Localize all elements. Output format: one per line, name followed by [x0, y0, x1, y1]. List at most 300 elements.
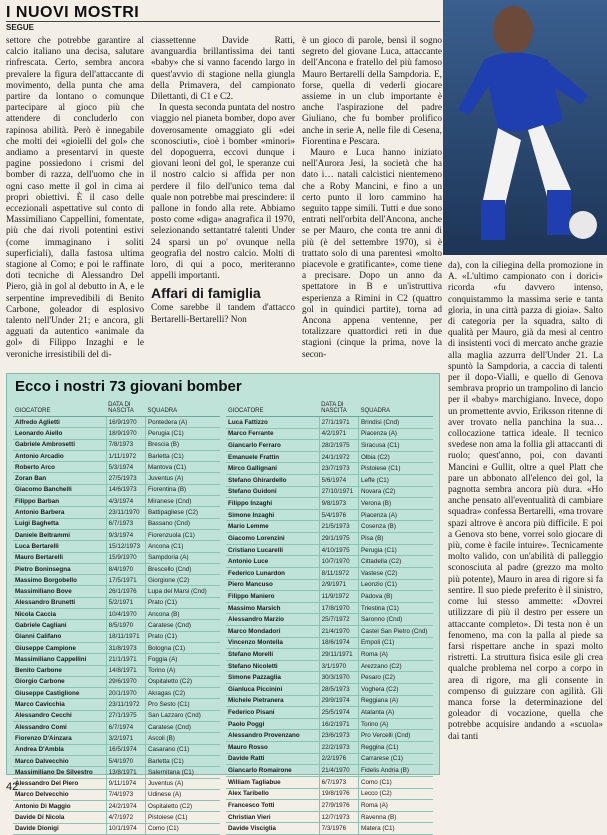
team-cell: Empoli (C1) [358, 637, 433, 649]
birth-date-cell: 28/2/1975 [319, 440, 358, 452]
birth-date-cell: 2/9/1971 [319, 579, 358, 591]
table-row [13, 552, 220, 563]
birth-date-cell: 14/6/1973 [106, 484, 145, 495]
player-name-cell: Daniele Beltrammi [13, 529, 106, 540]
player-name-cell: Paolo Poggi [226, 718, 319, 730]
birth-date-cell: 29/9/1974 [319, 695, 358, 707]
table-row [226, 800, 433, 812]
team-cell: Fiorentina (B) [145, 484, 220, 495]
table-row [13, 789, 220, 800]
player-name-cell: Davide Dionigi [13, 823, 106, 834]
player-name-cell: Massimiliano Cappellini [13, 654, 106, 665]
player-name-cell: Marco Cavicchia [13, 699, 106, 710]
table-row [13, 473, 220, 484]
article-paragraph: da), con la ciliegina della promozione in A. «L'ultimo campionato con i dorici» ricorda «fu davvero intenso, conquistammo la massima serie e tanta gloria, in una città pazza di gioia». Salto di categoria per la squadra, salto di qualità per Mauro, già da mesi al centro di insistenti voci di mercato anche grazie alla maglia azzurra dell'Under 21. La spuntò la Sampdoria, a caccia di talenti per il dopo-Vialli, e quello di Genova sembrava proprio un trampolino di lancio per il «baby» marchigiano. Invece, dopo un promettente avvio, Eriksson ritenne di aver trovato nella panchina la sua… collocazione tattica ideale. Il tecnico svedese non ama la follia gli attaccanti di ruolo; quest'anno, poi, con davanti Mancini e Gullit, oltre a quel Platt che pare un abbonato all'elenco dei gol, la pagnotta sembra ancora più dura. «Ho anche pensato all'eventualità di cambiare squadra» confessa Bertarelli, «ma trovare spazi altrove è ancora più difficile. E poi a Genova sto bene, vorrei solo giocare di più, come è facile intuire». Tecnicamente molto valido, con un'abilità di palleggio sconosciuta al padre (grezzo ma molto più potente), Mauro in area di rigore si fa sentire. Il suo piede preferito è il sinistro, come lui stesso ammette: «Dovrei utilizzare di più il destro per essere un attaccante completo». Di testa non è un fenomeno, ma con la palla al piede sa farsi rispettare anche in spazi molto ristretti. La struttura fisica esile gli crea qualche problema nel corpo a corpo in area di rigore, ma gli consente in compenso di guizzare con agilità. Gli manca forse la determinazione del goleador di vocazione, quella che potrebbe acquisire andando a «scuola» dai tanti [448, 261, 603, 742]
team-cell: Juventus (A) [145, 473, 220, 484]
player-name-cell: Filippo Inzaghi [226, 498, 319, 510]
team-cell: Fiorenzuola (C1) [145, 529, 220, 540]
table-row [226, 486, 433, 498]
table-row [226, 567, 433, 579]
player-name-cell: Giorgio Carbone [13, 676, 106, 687]
player-name-cell: Stefano Guidoni [226, 486, 319, 498]
team-cell: Atalanta (A) [358, 707, 433, 719]
player-name-cell: Francesco Totti [226, 800, 319, 812]
team-cell: Caratese (Cnd) [145, 620, 220, 631]
birth-date-cell: 6/7/1973 [319, 776, 358, 788]
team-cell: Salernitana (C1) [145, 767, 220, 778]
table-row [13, 801, 220, 812]
birth-date-cell: 15/12/1973 [106, 541, 145, 552]
player-name-cell: Alessandro Brunetti [13, 597, 106, 608]
column-header-date: DATA DI NASCITA [106, 400, 145, 417]
team-cell: Barletta (C1) [145, 450, 220, 461]
table-row [13, 699, 220, 710]
team-cell: Brindisi (Cnd) [358, 417, 433, 429]
table-row [226, 649, 433, 661]
article-paragraph: settore che potrebbe garantire al calcio italiano una decisa, salutare rinfrescata. Certo, sembra ancora prevalere la figura dell'attaccante di movimento, della punta che ama partire da lontano o comunque partecipare al gioco più che attendere di concluderlo con rapinosa abilità. Però è innegabile che molti dei «gioielli del gol» che andiamo a presentarvi in queste pagine possiedono i crismi del bomber di razza, dell'uomo che in ogni caso mette il gol in cima ai propri obiettivi. È il caso delle eccezionali aspettative sul conto di Massimiliano Cappellini, fomentate, più che dai rivoli potentini estivi (come immaginano i soliti superficiali), dalla fastosa ultima stagione al Como; e poi le raffinate doti tecniche di Alessandro Del Piero, già in gol al debutto in A, e le serpentine imprevedibili di Benito Carbone, goleador di esplosivo talento nell'Under 21; e ancora, gli agguati da autentico «animale da gol» di Filippo Inzaghi e le veroniche irresistibili del di- [6, 36, 144, 360]
team-cell: Ospitaletto (C2) [145, 801, 220, 812]
player-name-cell: Christian Vieri [226, 811, 319, 823]
team-cell: Pro Sesto (C1) [145, 699, 220, 710]
birth-date-cell: 7/8/1973 [106, 439, 145, 450]
table-row [226, 672, 433, 684]
player-name-cell: Fiorenzo D'Ainzara [13, 733, 106, 744]
birth-date-cell: 27/5/1973 [106, 473, 145, 484]
team-cell: San Lazzaro (Cnd) [145, 710, 220, 721]
birth-date-cell: 23/6/1973 [319, 730, 358, 742]
player-name-cell: Marco Delvecchio [13, 789, 106, 800]
team-cell: Pisa (B) [358, 533, 433, 545]
birth-date-cell: 17/5/1971 [106, 575, 145, 586]
table-row [226, 544, 433, 556]
team-cell: Arezzano (C2) [358, 660, 433, 672]
table-row [226, 475, 433, 487]
team-cell: Pistoiese (C1) [145, 812, 220, 823]
player-photo [443, 0, 607, 255]
table-row [13, 575, 220, 586]
birth-date-cell: 24/1/1972 [319, 451, 358, 463]
team-cell: Como (C1) [358, 776, 433, 788]
team-cell: Ancona (C1) [145, 541, 220, 552]
player-name-cell: Andrea D'Ambla [13, 744, 106, 755]
player-name-cell: Giuseppe Campione [13, 642, 106, 653]
table-row [13, 733, 220, 744]
article-paragraph: è un gioco di parole, bensì il sogno segreto del giovane Luca, attaccante dell'Ancona e fratello del più famoso Mauro Bertarelli della Sampdoria. E, forse, quella di vederli giocare assieme in un club importante è anche l'aspirazione del padre Giuliano, che fu bomber prolifico anche in serie A, nelle file di Cesena, Fiorentina e Pescara. [302, 36, 442, 147]
table-row [13, 688, 220, 699]
team-cell: Verona (B) [358, 498, 433, 510]
birth-date-cell: 4/7/1972 [106, 812, 145, 823]
team-cell: Carrarese (C1) [358, 753, 433, 765]
table-row [226, 428, 433, 440]
birth-date-cell: 29/1/1975 [319, 533, 358, 545]
team-cell: Pistoiese (C1) [358, 463, 433, 475]
team-cell: Vastese (C2) [358, 567, 433, 579]
table-row [13, 507, 220, 518]
table-row [13, 541, 220, 552]
birth-date-cell: 3/1/1970 [319, 660, 358, 672]
birth-date-cell: 21/4/1970 [319, 765, 358, 777]
table-row [13, 778, 220, 789]
article-paragraph: ciassettenne Davide Ratti, avanguardia brillantissima dei tanti «baby» che si vanno facendo largo in quest'avvio di stagione nella giungla della Primavera, del campionato Dilettanti, di C1 e C2. [151, 36, 295, 103]
player-name-cell: Mario Lemme [226, 521, 319, 533]
team-cell: Saronno (Cnd) [358, 614, 433, 626]
header-rule [6, 21, 440, 22]
player-name-cell: Gabriele Cagliani [13, 620, 106, 631]
player-name-cell: Gabriele Ambrosetti [13, 439, 106, 450]
birth-date-cell: 27/1/1975 [106, 710, 145, 721]
player-table-right [226, 400, 433, 835]
birth-date-cell: 5/6/1974 [319, 475, 358, 487]
birth-date-cell: 11/9/1972 [319, 591, 358, 603]
team-cell: Leffe (C1) [358, 475, 433, 487]
birth-date-cell: 7/4/1973 [106, 789, 145, 800]
player-name-cell: Mirco Gallignani [226, 463, 319, 475]
player-name-cell: Alessandro Cecchi [13, 710, 106, 721]
article-subhead: Affari di famiglia [151, 285, 261, 302]
table-row [13, 462, 220, 473]
birth-date-cell: 4/2/1971 [319, 428, 358, 440]
birth-date-cell: 4/3/1974 [106, 496, 145, 507]
player-name-cell: Davide Di Nicola [13, 812, 106, 823]
birth-date-cell: 29/6/1970 [106, 676, 145, 687]
table-row [13, 417, 220, 428]
birth-date-cell: 16/9/1970 [106, 417, 145, 428]
team-cell: Udinese (A) [145, 789, 220, 800]
player-name-cell: Luigi Baghetta [13, 518, 106, 529]
table-row [13, 767, 220, 778]
birth-date-cell: 10/4/1970 [106, 609, 145, 620]
table-row [13, 755, 220, 766]
team-cell: Novara (C2) [358, 486, 433, 498]
birth-date-cell: 7/3/1976 [319, 823, 358, 835]
table-row [13, 744, 220, 755]
birth-date-cell: 1/11/1972 [106, 450, 145, 461]
table-row [226, 730, 433, 742]
birth-date-cell: 18/6/1974 [319, 637, 358, 649]
birth-date-cell: 25/7/1972 [319, 614, 358, 626]
team-cell: Battipagliese (C2) [145, 507, 220, 518]
player-name-cell: Leonardo Aiello [13, 428, 106, 439]
birth-date-cell: 4/10/1975 [319, 544, 358, 556]
team-cell: Prato (C1) [145, 597, 220, 608]
team-cell: Lecco (C2) [358, 788, 433, 800]
player-name-cell: Giuseppe Castiglione [13, 688, 106, 699]
team-cell: Triestina (C1) [358, 602, 433, 614]
team-cell: Cittadella (C2) [358, 556, 433, 568]
table-row [13, 620, 220, 631]
player-name-cell: Michele Pietranera [226, 695, 319, 707]
team-cell: Juventus (A) [145, 778, 220, 789]
birth-date-cell: 9/11/1974 [106, 778, 145, 789]
team-cell: Leonzio (C1) [358, 579, 433, 591]
player-name-cell: Giancarlo Romairone [226, 765, 319, 777]
birth-date-cell: 13/8/1971 [106, 767, 145, 778]
birth-date-cell: 5/4/1976 [319, 509, 358, 521]
team-cell: Casarano (C1) [145, 744, 220, 755]
player-name-cell: Nicola Caccia [13, 609, 106, 620]
player-name-cell: Giacomo Banchelli [13, 484, 106, 495]
birth-date-cell: 25/5/1974 [319, 707, 358, 719]
table-row [13, 812, 220, 823]
table-row [13, 529, 220, 540]
birth-date-cell: 27/9/1976 [319, 800, 358, 812]
table-row [13, 676, 220, 687]
birth-date-cell: 6/7/1974 [106, 722, 145, 733]
team-cell: Piacenza (A) [358, 428, 433, 440]
birth-date-cell: 16/5/1974 [106, 744, 145, 755]
table-row [226, 637, 433, 649]
table-row [13, 654, 220, 665]
table-row [13, 597, 220, 608]
team-cell: Reggiana (A) [358, 695, 433, 707]
table-row [226, 823, 433, 835]
player-name-cell: Alex Taribello [226, 788, 319, 800]
player-photo-illustration [443, 0, 607, 255]
article-column-1 [6, 36, 144, 361]
player-name-cell: Giacomo Lorenzini [226, 533, 319, 545]
table-row [13, 428, 220, 439]
birth-date-cell: 24/2/1974 [106, 801, 145, 812]
player-name-cell: Emanuele Frattin [226, 451, 319, 463]
team-cell: Bologna (C1) [145, 642, 220, 653]
birth-date-cell: 23/11/1972 [106, 699, 145, 710]
table-row [13, 484, 220, 495]
team-cell: Perugia (C1) [145, 428, 220, 439]
birth-date-cell: 21/1/1971 [106, 654, 145, 665]
player-name-cell: Pietro Boninsegna [13, 563, 106, 574]
table-row [226, 811, 433, 823]
team-cell: Perugia (C1) [358, 544, 433, 556]
player-name-cell: Federico Lunardon [226, 567, 319, 579]
team-cell: Brescia (B) [145, 439, 220, 450]
table-row [13, 642, 220, 653]
table-row [226, 788, 433, 800]
table-row [226, 451, 433, 463]
player-name-cell: Antonio Luce [226, 556, 319, 568]
article-column-2 [151, 36, 295, 326]
team-cell: Olbia (C2) [358, 451, 433, 463]
table-title: Ecco i nostri 73 giovani bomber [15, 378, 242, 395]
birth-date-cell: 15/9/1970 [106, 552, 145, 563]
birth-date-cell: 23/11/1970 [106, 507, 145, 518]
birth-date-cell: 5/3/1974 [106, 462, 145, 473]
birth-date-cell: 9/8/1973 [319, 498, 358, 510]
table-row [13, 710, 220, 721]
birth-date-cell: 16/2/1971 [319, 718, 358, 730]
birth-date-cell: 18/11/1971 [106, 631, 145, 642]
team-cell: Pesaro (C2) [358, 672, 433, 684]
table-row [226, 695, 433, 707]
article-paragraph: In questa seconda puntata del nostro viaggio nel pianeta bomber, dopo aver doverosamente omaggiato gli «dei sconosciuti», cioè i bomber «minori» del dopoguerra, eccovi dunque i giovani leoni del gol, le speranze cui il nostro calcio si affida per non perdere il filo dell'unico tema dal quale non potrebbe mai prescindere: il pallone in fondo alla rete. Abbiamo posto come «diga» anagrafica il 1970, selezionando settantatré talenti Under 24 sparsi un po' ovunque nella geografia del nostro calcio. Molti di loro, di qui a poco, meriteranno appelli importanti. [151, 103, 295, 282]
birth-date-cell: 10/1/1974 [106, 823, 145, 834]
table-row [226, 742, 433, 754]
player-name-cell: Luca Fattizzo [226, 417, 319, 429]
birth-date-cell: 20/1/1970 [106, 688, 145, 699]
table-row [226, 718, 433, 730]
table-row [13, 609, 220, 620]
player-name-cell: Alessandro Marzio [226, 614, 319, 626]
table-row [226, 707, 433, 719]
table-row [226, 417, 433, 429]
birth-date-cell: 29/11/1971 [319, 649, 358, 661]
column-header-team: SQUADRA [358, 400, 433, 417]
player-name-cell: Massimo Marsich [226, 602, 319, 614]
player-name-cell: Cristiano Lucarelli [226, 544, 319, 556]
player-name-cell: Stefano Nicoletti [226, 660, 319, 672]
column-header-player: GIOCATORE [13, 400, 106, 417]
team-cell: Brescello (Cnd) [145, 563, 220, 574]
player-name-cell: Marco Dalvecchio [13, 755, 106, 766]
birth-date-cell: 18/9/1970 [106, 428, 145, 439]
team-cell: Torino (A) [145, 665, 220, 676]
birth-date-cell: 12/7/1973 [319, 811, 358, 823]
player-name-cell: Roberto Arco [13, 462, 106, 473]
team-cell: Como (C1) [145, 823, 220, 834]
team-cell: Roma (A) [358, 800, 433, 812]
player-name-cell: Marco Ferrante [226, 428, 319, 440]
table-row [226, 753, 433, 765]
birth-date-cell: 30/3/1970 [319, 672, 358, 684]
table-row [13, 563, 220, 574]
birth-date-cell: 5/2/1971 [106, 597, 145, 608]
player-name-cell: Mauro Bertarelli [13, 552, 106, 563]
article-column-4 [448, 261, 603, 743]
player-name-cell: Federico Pisani [226, 707, 319, 719]
player-name-cell: Alessandro Provenzano [226, 730, 319, 742]
table-row [226, 440, 433, 452]
table-row [13, 496, 220, 507]
birth-date-cell: 8/11/1972 [319, 567, 358, 579]
table-row [226, 591, 433, 603]
table-row [226, 498, 433, 510]
birth-date-cell: 28/5/1973 [319, 684, 358, 696]
player-name-cell: Zoran Ban [13, 473, 106, 484]
team-cell: Bassano (Cnd) [145, 518, 220, 529]
player-name-cell: Marco Mondadori [226, 625, 319, 637]
player-name-cell: Massimo Borgobello [13, 575, 106, 586]
birth-date-cell: 10/7/1970 [319, 556, 358, 568]
player-table-left [13, 400, 220, 835]
table-row [226, 614, 433, 626]
team-cell: Padova (B) [358, 591, 433, 603]
birth-date-cell: 26/1/1976 [106, 586, 145, 597]
table-row [226, 684, 433, 696]
table-row [226, 625, 433, 637]
team-cell: Castel San Pietro (Cnd) [358, 625, 433, 637]
birth-date-cell: 3/2/1971 [106, 733, 145, 744]
team-cell: Siracusa (C1) [358, 440, 433, 452]
player-name-cell: Massimiliano Bove [13, 586, 106, 597]
player-name-cell: Simone Inzaghi [226, 509, 319, 521]
team-cell: Mantova (C1) [145, 462, 220, 473]
birth-date-cell: 19/8/1976 [319, 788, 358, 800]
birth-date-cell: 2/2/1976 [319, 753, 358, 765]
birth-date-cell: 17/8/1970 [319, 602, 358, 614]
table-row [226, 556, 433, 568]
table-row [226, 602, 433, 614]
column-header-team: SQUADRA [145, 400, 220, 417]
player-name-cell: Gianluca Piccinini [226, 684, 319, 696]
team-cell: Foggia (A) [145, 654, 220, 665]
team-cell: Pro Vercelli (Cnd) [358, 730, 433, 742]
birth-date-cell: 8/5/1970 [106, 620, 145, 631]
section-title: I NUOVI MOSTRI [6, 4, 140, 21]
team-cell: Roma (A) [358, 649, 433, 661]
team-cell: Matera (C1) [358, 823, 433, 835]
team-cell: Ravenna (B) [358, 811, 433, 823]
team-cell: Reggina (C1) [358, 742, 433, 754]
player-name-cell: Luca Bertarelli [13, 541, 106, 552]
birth-date-cell: 5/4/1970 [106, 755, 145, 766]
team-cell: Voghera (C2) [358, 684, 433, 696]
birth-date-cell: 21/5/1973 [319, 521, 358, 533]
player-name-cell: Alfredo Aglietti [13, 417, 106, 428]
team-cell: Sampdoria (A) [145, 552, 220, 563]
team-cell: Fidelis Andria (B) [358, 765, 433, 777]
team-cell: Caratese (Cnd) [145, 722, 220, 733]
birth-date-cell: 31/8/1973 [106, 642, 145, 653]
player-name-cell: Davide Visciglia [226, 823, 319, 835]
team-cell: Akragas (C2) [145, 688, 220, 699]
table-row [226, 660, 433, 672]
table-row [13, 439, 220, 450]
table-row [13, 631, 220, 642]
birth-date-cell: 27/1/1971 [319, 417, 358, 429]
player-name-cell: Alessandro Comi [13, 722, 106, 733]
player-name-cell: Giancarlo Ferraro [226, 440, 319, 452]
player-name-cell: Antonio Barbera [13, 507, 106, 518]
player-name-cell: Massimiliano De Silvestro [13, 767, 106, 778]
section-subtitle: SEGUE [6, 23, 35, 32]
team-cell: Torino (A) [358, 718, 433, 730]
table-row [13, 586, 220, 597]
table-row [226, 579, 433, 591]
player-name-cell: Davide Ratti [226, 753, 319, 765]
article-column-3 [302, 36, 442, 361]
column-header-player: GIOCATORE [226, 400, 319, 417]
table-row [13, 823, 220, 834]
column-header-date: DATA DI NASCITA [319, 400, 358, 417]
birth-date-cell: 9/3/1974 [106, 529, 145, 540]
player-name-cell: Benito Carbone [13, 665, 106, 676]
player-name-cell: Piero Mancuso [226, 579, 319, 591]
table-row [226, 509, 433, 521]
article-paragraph: Come sarebbe il tandem d'attacco Bertarelli-Bertarelli? Non [151, 303, 295, 325]
team-cell: Pontedera (A) [145, 417, 220, 428]
table-row [13, 665, 220, 676]
player-name-cell: Mauro Rosso [226, 742, 319, 754]
team-cell: Miranese (Cnd) [145, 496, 220, 507]
article-paragraph: Mauro e Luca hanno iniziato nell'Aurora Jesi, la società che ha dato i… natali calcistici nientemeno che a Roby Mancini, e fino a un certo punto il loro cammino ha seguito tappe simili. Tutti e due sono entrati nell'orbita dell'Ancona, anche se per Mauro, che conta tre anni di più (è del settembre 1970), si è trattato solo di una parentesi «molto piacevole e gratificante», come tiene a precisare. Dopo un anno da spettatore in B e un'istruttiva esperienza a Rimini in C2 (quattro gol in quindici partite), torna ad Ancona appena ventenne, per totalizzare quattordici reti in due stagioni (cinque la prima, nove la secon- [302, 148, 442, 360]
team-cell: Ascoli (B) [145, 733, 220, 744]
player-name-cell: Filippo Barban [13, 496, 106, 507]
player-name-cell: William Tagliabue [226, 776, 319, 788]
player-name-cell: Simone Pazzaglia [226, 672, 319, 684]
team-cell: Piacenza (A) [358, 509, 433, 521]
table-row [226, 463, 433, 475]
player-name-cell: Vincenzo Montella [226, 637, 319, 649]
birth-date-cell: 23/7/1973 [319, 463, 358, 475]
player-name-cell: Antonio Di Maggio [13, 801, 106, 812]
team-cell: Prato (C1) [145, 631, 220, 642]
team-cell: Cosenza (B) [358, 521, 433, 533]
team-cell: Lupa del Marsi (Cnd) [145, 586, 220, 597]
team-cell: Barletta (C1) [145, 755, 220, 766]
table-row [226, 533, 433, 545]
player-name-cell: Stefano Ghirardello [226, 475, 319, 487]
birth-date-cell: 22/2/1973 [319, 742, 358, 754]
team-cell: Ospitaletto (C2) [145, 676, 220, 687]
